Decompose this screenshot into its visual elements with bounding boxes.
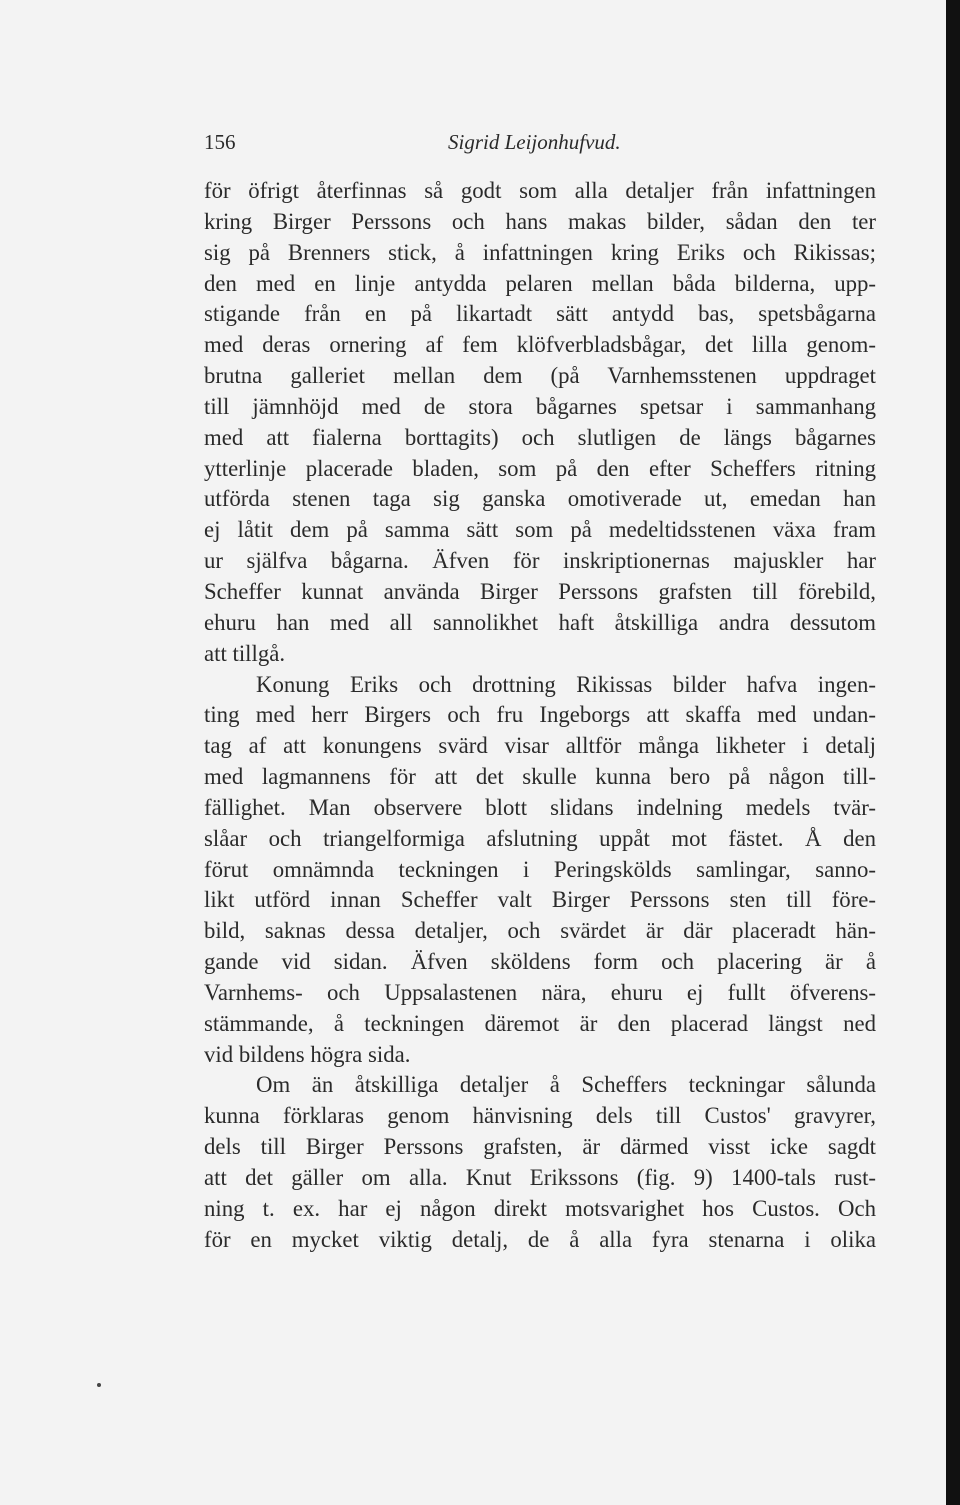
text-line: dels till Birger Perssons grafsten, är därmed visst icke sagdt [204, 1134, 876, 1160]
text-line: ting med herr Birgers och fru Ingeborgs att skaffa med undan- [204, 702, 876, 728]
text-line: kunna förklaras genom hänvisning dels till Custos' gravyrer, [204, 1103, 876, 1129]
text-line: ehuru han med all sannolikhet haft åtskilliga andra dessutom [204, 609, 876, 635]
text-line: med lagmannens för att det skulle kunna bero på någon till- [204, 764, 876, 790]
text-line: Varnhems- och Uppsalastenen nära, ehuru ej fullt öfverens- [204, 979, 876, 1005]
text-line: kring Birger Perssons och hans makas bilder, sådan den ter [204, 208, 876, 234]
text-line: Konung Eriks och drottning Rikissas bilder hafva ingen- [256, 671, 876, 697]
text-line: att det gäller om alla. Knut Erikssons (fig. 9) 1400-tals rust- [204, 1165, 876, 1190]
page-header [204, 130, 876, 160]
scan-speck [97, 1383, 101, 1387]
text-line: förut omnämnda teckningen i Peringskölds samlingar, sanno- [204, 856, 876, 882]
text-line: brutna galleriet mellan dem (på Varnhemsstenen uppdraget [204, 363, 876, 389]
text-line: utförda stenen taga sig ganska omotiverade ut, emedan han [204, 486, 876, 512]
body-text [204, 176, 876, 1256]
text-line: gande vid sidan. Äfven sköldens form och placering är å [204, 949, 876, 975]
text-line: till jämnhöjd med de stora bågarnes spetsar i sammanhang [204, 393, 876, 419]
text-line: vid bildens högra sida. [204, 1041, 411, 1067]
text-line: ur själfva bågarna. Äfven för inskriptionernas majuskler har [204, 548, 876, 574]
text-line: ning t. ex. har ej någon direkt motsvarighet hos Custos. Och [204, 1195, 876, 1221]
text-line: den med en linje antydda pelaren mellan båda bilderna, upp- [204, 270, 876, 296]
text-line: sig på Brenners stick, å infattningen kring Eriks och Rikissas; [204, 239, 876, 265]
text-line: tag af att konungens svärd visar alltför många likheter i detalj [204, 733, 876, 759]
text-line: ytterlinje placerade bladen, som på den efter Scheffers ritning [204, 455, 876, 481]
text-line: Scheffer kunnat använda Birger Perssons grafsten till förebild, [204, 578, 876, 604]
text-line: Om än åtskilliga detaljer å Scheffers teckningar sålunda [256, 1072, 876, 1098]
page-edge-shadow [946, 0, 960, 1505]
text-line: med att fialerna borttagits) och slutligen de längs bågarnes [204, 424, 876, 450]
text-line: stigande från en på likartadt sätt antydd bas, spetsbågarna [204, 301, 876, 327]
running-head: Sigrid Leijonhufvud. [448, 130, 621, 154]
text-line: stämmande, å teckningen däremot är den placerad längst ned [204, 1010, 876, 1036]
text-line: fällighet. Man observere blott slidans indelning medels tvär- [204, 794, 876, 820]
text-line: bild, saknas dessa detaljer, och svärdet är där placeradt hän- [204, 918, 876, 944]
text-line: slåar och triangelformiga afslutning uppåt mot fästet. Å den [204, 825, 876, 851]
text-line: att tillgå. [204, 640, 286, 666]
text-line: med deras ornering af fem klöfverbladsbågar, det lilla genom- [204, 332, 876, 358]
text-line: likt utförd innan Scheffer valt Birger Perssons sten till före- [204, 887, 876, 913]
text-line: för öfrigt återfinnas så godt som alla detaljer från infattningen [204, 178, 876, 203]
text-line: för en mycket viktig detalj, de å alla fyra stenarna i olika [204, 1226, 876, 1252]
text-line: ej låtit dem på samma sätt som på medeltidsstenen växa fram [204, 517, 876, 543]
page-number: 156 [204, 130, 236, 154]
